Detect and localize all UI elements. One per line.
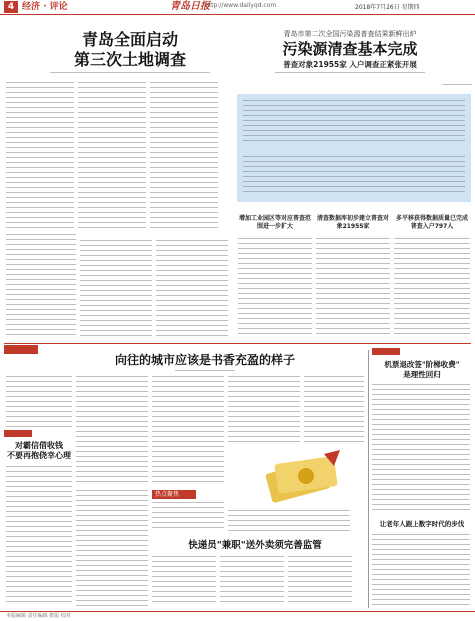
section-divider: [4, 343, 471, 344]
issue-date: 2018年7月26日 星期四: [355, 4, 420, 11]
right-article-2-body: [372, 534, 470, 606]
article-2-subtitle: 普查对象21955家 入户调查正紧张开展: [283, 60, 417, 69]
article-2-kicker: 青岛市第二次全国污染源普查结果新鲜出炉: [283, 30, 417, 38]
sub-column-2-head: 清查数据库初步建立普查对象21955家: [316, 215, 389, 230]
opinion-tag: [4, 345, 38, 354]
opinion-main-byline: [175, 370, 235, 374]
sub-column-3-head: 多平移获得数据质量已完成普查入户797人: [395, 215, 468, 230]
sub-column-1-head: 增加工业园区等对应普查范围进一步扩大: [238, 215, 311, 230]
money-illustration: [262, 446, 348, 508]
opinion-col2-lower: [76, 490, 148, 606]
newspaper-logo: 青岛日报: [170, 1, 210, 12]
author-credit: [442, 84, 472, 88]
website-url[interactable]: http://www.dailyqd.com: [205, 2, 277, 9]
article-1-col2: [78, 82, 146, 230]
left-article-title: [6, 440, 72, 460]
summary-panel: [237, 94, 471, 202]
hot-topic-tag: 热点聚焦: [152, 490, 196, 499]
bottom-article-title: 快递员"兼职"送外卖须完善监管: [188, 540, 322, 551]
sub-column-2-body: [316, 238, 390, 338]
article-1-byline: [50, 72, 210, 77]
article-2-byline: [275, 72, 425, 76]
bottom-article-body-3: [288, 556, 352, 606]
article-1-col3: [150, 82, 218, 230]
sub-column-3-body: [394, 238, 470, 338]
middle-lower-col-a: [152, 502, 224, 532]
middle-lower-col-b: [228, 510, 350, 532]
page-number: 4: [4, 1, 18, 13]
opinion-col1: [6, 376, 72, 428]
article-1-title-line2: 第三次土地调查: [73, 50, 186, 69]
sub-column-1-body: [238, 238, 312, 338]
article-1-title: [40, 30, 220, 70]
footer-text: 本版编辑 责任编辑 排版 校对: [6, 613, 71, 619]
right-article-title: [372, 360, 472, 380]
left-article-title-line2: 不要再抱侥幸心理: [7, 450, 71, 460]
left-article-title-line1: 对霸信借收钱: [15, 440, 63, 450]
article-1-col2-lower: [80, 240, 152, 338]
section-name: 经济 · 评论: [22, 2, 68, 12]
summary-text-bottom: [243, 156, 465, 196]
right-article-title-line2: 是理性回归: [403, 370, 441, 379]
right-article-2-title: 让老年人跟上数字时代的步伐: [379, 520, 465, 528]
article-1-col1-lower: [6, 234, 76, 338]
article-1-title-line1: 青岛全面启动: [81, 30, 178, 49]
article-2-title: 污染源清查基本完成: [282, 40, 418, 58]
summary-text-top: [243, 100, 465, 144]
right-article-body: [372, 384, 470, 514]
opinion-col2: [76, 376, 148, 486]
right-column-divider: [368, 350, 369, 608]
opinion-main-title: 向往的城市应该是书香充盈的样子: [114, 353, 295, 367]
right-column-tag: [372, 348, 400, 355]
left-article-tag: [4, 430, 32, 437]
left-article-body: [6, 466, 72, 606]
right-article-title-line1: 机票退改签"阶梯收费": [384, 360, 460, 369]
bottom-article-body-1: [152, 556, 216, 606]
article-1-col1: [6, 82, 74, 230]
opinion-col5: [304, 376, 364, 446]
bottom-article-body-2: [220, 556, 284, 606]
article-1-col3-lower: [156, 240, 228, 338]
opinion-col3: [152, 376, 224, 486]
opinion-col4: [228, 376, 300, 446]
